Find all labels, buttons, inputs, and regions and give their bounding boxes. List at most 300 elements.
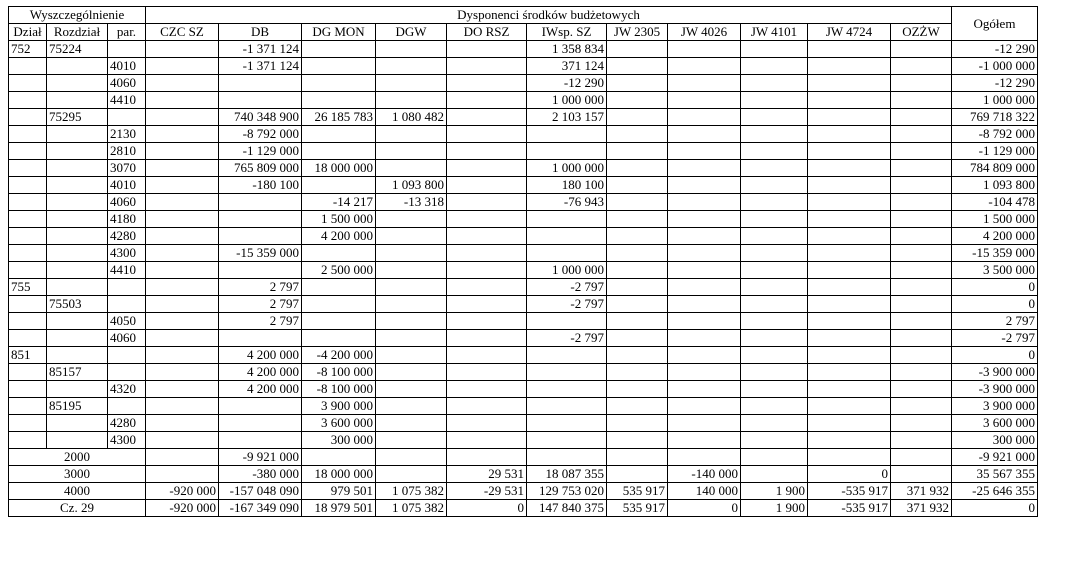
cell-value [741,41,808,58]
cell-value [808,245,891,262]
table-row [9,58,1038,75]
header-col-dgw: DGW [376,24,447,41]
cell-value [302,41,376,58]
cell-total: 1 093 800 [952,177,1038,194]
summary-value: 147 840 375 [527,500,607,517]
summary-total: 0 [952,500,1038,517]
cell-value: 2 797 [219,296,302,313]
cell-value [527,432,607,449]
summary-value [376,449,447,466]
cell-dzial [9,415,47,432]
table-row [9,92,1038,109]
cell-value [741,381,808,398]
header-col-iwsp-sz: IWsp. SZ [527,24,607,41]
cell-value [668,109,741,126]
cell-value [891,228,952,245]
cell-value [808,58,891,75]
summary-total: -25 646 355 [952,483,1038,500]
table-row [9,126,1038,143]
cell-value [146,194,219,211]
cell-value: 3 900 000 [302,398,376,415]
cell-value [891,194,952,211]
cell-value [376,415,447,432]
cell-value [607,398,668,415]
cell-par [108,347,146,364]
cell-dzial [9,109,47,126]
cell-par: 4060 [108,330,146,347]
cell-value [607,330,668,347]
cell-value [146,313,219,330]
cell-total: 0 [952,296,1038,313]
cell-value [146,109,219,126]
cell-rozdzial [47,126,108,143]
cell-value [808,330,891,347]
summary-total: 35 567 355 [952,466,1038,483]
cell-value [808,126,891,143]
cell-total: -3 900 000 [952,364,1038,381]
table-row [9,313,1038,330]
cell-value [376,126,447,143]
cell-value [668,279,741,296]
cell-value [668,432,741,449]
cell-value [376,296,447,313]
cell-value [302,143,376,160]
cell-value [376,432,447,449]
cell-value [302,330,376,347]
summary-label: 4000 [9,483,146,500]
cell-value [741,75,808,92]
cell-total: -12 290 [952,41,1038,58]
cell-dzial: 851 [9,347,47,364]
cell-value [219,228,302,245]
cell-value [891,347,952,364]
cell-value [741,398,808,415]
cell-value [447,245,527,262]
cell-rozdzial: 75503 [47,296,108,313]
cell-value [376,228,447,245]
cell-par [108,296,146,313]
cell-total: -3 900 000 [952,381,1038,398]
cell-value: -14 217 [302,194,376,211]
cell-rozdzial [47,432,108,449]
table-row [9,143,1038,160]
cell-value: 1 358 834 [527,41,607,58]
summary-value [146,449,219,466]
cell-rozdzial [47,415,108,432]
cell-total: -15 359 000 [952,245,1038,262]
cell-value [376,313,447,330]
cell-value [668,143,741,160]
summary-value: -157 048 090 [219,483,302,500]
cell-value [146,245,219,262]
cell-value [607,296,668,313]
cell-value [607,177,668,194]
cell-rozdzial: 75224 [47,41,108,58]
summary-value: -920 000 [146,483,219,500]
cell-value: 26 185 783 [302,109,376,126]
cell-rozdzial [47,75,108,92]
cell-value [527,415,607,432]
cell-value [447,194,527,211]
cell-value [741,330,808,347]
summary-value: -29 531 [447,483,527,500]
cell-value [668,160,741,177]
cell-rozdzial: 85157 [47,364,108,381]
cell-value [607,313,668,330]
cell-value: 740 348 900 [219,109,302,126]
summary-value: 1 075 382 [376,483,447,500]
table-row [9,330,1038,347]
cell-value [376,398,447,415]
cell-value [607,432,668,449]
cell-value [219,262,302,279]
cell-value [808,160,891,177]
header-col-jw-2305: JW 2305 [607,24,668,41]
cell-value [607,211,668,228]
cell-value [146,381,219,398]
cell-value: 300 000 [302,432,376,449]
cell-value [891,330,952,347]
cell-value [668,92,741,109]
table-row [9,381,1038,398]
header-col-do-rsz: DO RSZ [447,24,527,41]
summary-value: -380 000 [219,466,302,483]
cell-value [668,262,741,279]
cell-value [146,41,219,58]
cell-dzial: 755 [9,279,47,296]
summary-row [9,466,1038,483]
cell-value [376,41,447,58]
cell-value [891,296,952,313]
cell-value: -2 797 [527,296,607,313]
cell-rozdzial [47,177,108,194]
cell-dzial [9,194,47,211]
cell-rozdzial [47,279,108,296]
cell-value [146,279,219,296]
cell-par: 3070 [108,160,146,177]
cell-value [607,58,668,75]
cell-value [527,364,607,381]
cell-value [527,211,607,228]
cell-total: 3 500 000 [952,262,1038,279]
header-col-jw-4724: JW 4724 [808,24,891,41]
cell-value [741,432,808,449]
cell-value: 4 200 000 [219,347,302,364]
cell-value [668,245,741,262]
summary-value: 18 087 355 [527,466,607,483]
cell-value [668,347,741,364]
cell-value [808,432,891,449]
cell-value [146,177,219,194]
cell-value [376,330,447,347]
cell-rozdzial: 75295 [47,109,108,126]
cell-value [891,126,952,143]
cell-value [302,58,376,75]
summary-value [376,466,447,483]
cell-total: 3 600 000 [952,415,1038,432]
cell-value [302,296,376,313]
cell-value [447,415,527,432]
summary-value: 29 531 [447,466,527,483]
cell-value: 1 080 482 [376,109,447,126]
cell-value: 4 200 000 [219,364,302,381]
cell-value [607,41,668,58]
cell-value [376,279,447,296]
cell-value [808,364,891,381]
summary-value: -140 000 [668,466,741,483]
cell-value [891,398,952,415]
cell-value [741,262,808,279]
cell-dzial [9,211,47,228]
cell-value [741,194,808,211]
cell-dzial [9,398,47,415]
cell-value [376,160,447,177]
cell-value [741,143,808,160]
cell-value [146,160,219,177]
cell-par: 4010 [108,58,146,75]
cell-total: 4 200 000 [952,228,1038,245]
cell-value [447,262,527,279]
cell-value [302,126,376,143]
summary-value: 18 979 501 [302,500,376,517]
cell-value [607,92,668,109]
cell-value [808,75,891,92]
cell-value: 765 809 000 [219,160,302,177]
cell-value: 180 100 [527,177,607,194]
summary-value [741,449,808,466]
cell-value [891,41,952,58]
cell-value [447,211,527,228]
cell-value [891,211,952,228]
cell-value [447,109,527,126]
cell-value [891,58,952,75]
summary-label: Cz. 29 [9,500,146,517]
cell-value [146,347,219,364]
budget-table-container [8,6,1038,517]
summary-value: -9 921 000 [219,449,302,466]
cell-value [668,211,741,228]
cell-value [668,313,741,330]
cell-value [527,126,607,143]
cell-dzial [9,58,47,75]
cell-value [891,381,952,398]
cell-value: -8 792 000 [219,126,302,143]
table-row [9,194,1038,211]
cell-value [447,160,527,177]
cell-value [741,177,808,194]
cell-dzial [9,381,47,398]
cell-value [668,126,741,143]
cell-value: 3 600 000 [302,415,376,432]
cell-value: 1 000 000 [527,160,607,177]
cell-value [527,245,607,262]
cell-value [527,228,607,245]
cell-value: -1 371 124 [219,41,302,58]
cell-value [741,58,808,75]
cell-value: 2 103 157 [527,109,607,126]
cell-value [808,415,891,432]
cell-value: -4 200 000 [302,347,376,364]
cell-rozdzial [47,381,108,398]
cell-value [527,381,607,398]
cell-dzial [9,92,47,109]
cell-value: 18 000 000 [302,160,376,177]
cell-value [447,92,527,109]
cell-total: -12 290 [952,75,1038,92]
cell-value [808,41,891,58]
cell-dzial: 752 [9,41,47,58]
cell-value [668,58,741,75]
cell-total: 2 797 [952,313,1038,330]
cell-value [219,398,302,415]
cell-par: 4060 [108,75,146,92]
cell-rozdzial [47,330,108,347]
cell-value [302,245,376,262]
cell-rozdzial [47,211,108,228]
cell-par: 4010 [108,177,146,194]
cell-value [447,143,527,160]
cell-par: 4280 [108,228,146,245]
cell-dzial [9,364,47,381]
cell-par [108,41,146,58]
table-row [9,432,1038,449]
table-row [9,415,1038,432]
header-row-2 [9,24,1038,41]
cell-value: 2 797 [219,313,302,330]
cell-value [668,41,741,58]
cell-total: -1 000 000 [952,58,1038,75]
cell-value [447,364,527,381]
summary-value: 371 932 [891,483,952,500]
header-col-db: DB [219,24,302,41]
cell-value [808,279,891,296]
table-row [9,245,1038,262]
cell-value [741,160,808,177]
summary-value [891,466,952,483]
cell-value: 4 200 000 [302,228,376,245]
cell-value [302,313,376,330]
cell-value [607,160,668,177]
cell-value [376,381,447,398]
cell-dzial [9,177,47,194]
cell-value [447,347,527,364]
summary-value [808,449,891,466]
summary-value [607,449,668,466]
cell-value: 1 500 000 [302,211,376,228]
cell-value [891,160,952,177]
cell-value [741,126,808,143]
summary-value: 0 [808,466,891,483]
cell-value [376,143,447,160]
cell-par: 4410 [108,262,146,279]
cell-par [108,364,146,381]
cell-value [447,330,527,347]
header-par: par. [108,24,146,41]
cell-total: 0 [952,347,1038,364]
table-row [9,398,1038,415]
cell-value [741,364,808,381]
cell-value [607,415,668,432]
cell-dzial [9,75,47,92]
summary-value: 0 [668,500,741,517]
table-row [9,75,1038,92]
cell-value [146,364,219,381]
cell-total: 1 000 000 [952,92,1038,109]
cell-par [108,398,146,415]
cell-value [808,211,891,228]
cell-rozdzial [47,194,108,211]
cell-dzial [9,143,47,160]
cell-value [808,177,891,194]
cell-value [146,296,219,313]
header-col-jw-4026: JW 4026 [668,24,741,41]
header-col-ozzw: OZŻW [891,24,952,41]
cell-value [891,415,952,432]
cell-value [219,330,302,347]
cell-value [891,262,952,279]
summary-value [607,466,668,483]
cell-value [607,75,668,92]
cell-value [808,398,891,415]
cell-value [527,347,607,364]
cell-par: 2130 [108,126,146,143]
cell-value: 371 124 [527,58,607,75]
cell-value [668,228,741,245]
cell-value: 2 500 000 [302,262,376,279]
cell-par: 4410 [108,92,146,109]
cell-value [376,347,447,364]
cell-value [607,143,668,160]
cell-value [607,194,668,211]
cell-dzial [9,262,47,279]
table-row [9,347,1038,364]
cell-value: -1 371 124 [219,58,302,75]
cell-total: -104 478 [952,194,1038,211]
cell-value [808,262,891,279]
cell-value [741,92,808,109]
cell-value [447,279,527,296]
header-col-jw-4101: JW 4101 [741,24,808,41]
cell-dzial [9,160,47,177]
cell-value [808,313,891,330]
cell-value: -2 797 [527,330,607,347]
cell-value [146,330,219,347]
summary-value: 0 [447,500,527,517]
cell-par: 4060 [108,194,146,211]
cell-value [447,381,527,398]
cell-value [447,41,527,58]
cell-value [146,398,219,415]
table-row [9,262,1038,279]
header-ogolem: Ogółem [952,7,1038,41]
cell-dzial [9,245,47,262]
cell-value: -8 100 000 [302,381,376,398]
summary-value: 1 900 [741,483,808,500]
cell-value [668,381,741,398]
cell-value [302,75,376,92]
cell-value [741,313,808,330]
cell-value [668,364,741,381]
cell-value [219,92,302,109]
table-body [9,41,1038,517]
cell-value [891,245,952,262]
cell-total: 784 809 000 [952,160,1038,177]
cell-value [302,279,376,296]
cell-value [146,211,219,228]
summary-value: 371 932 [891,500,952,517]
cell-value [668,330,741,347]
cell-value [808,92,891,109]
